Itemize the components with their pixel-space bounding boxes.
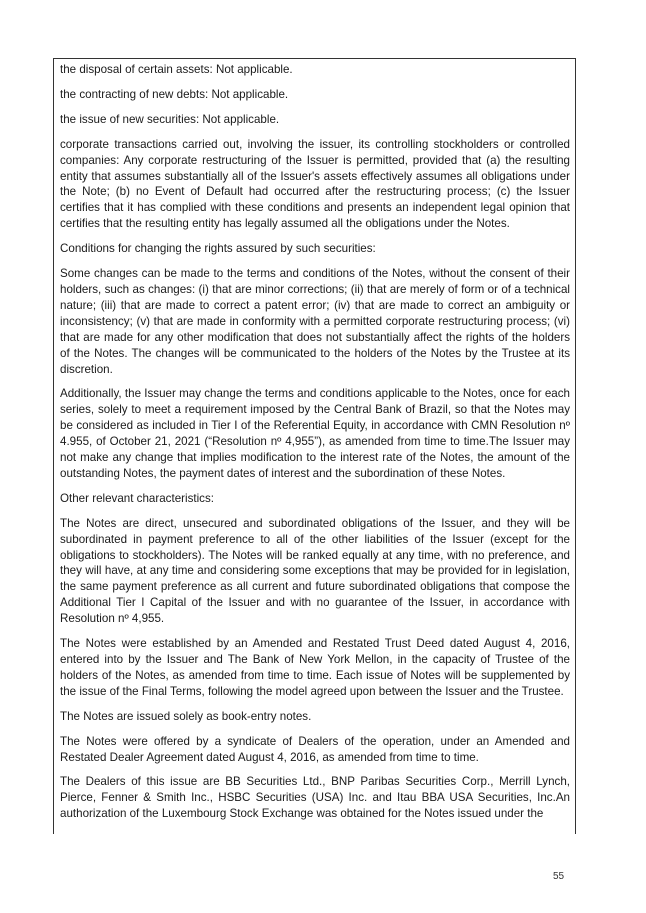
paragraph-conditions-heading: Conditions for changing the rights assured by such securities:: [60, 242, 376, 256]
text-frame: [53, 58, 576, 834]
paragraph-dealer-agreement: The Notes were offered by a syndicate of Dealers of the operation, under an Amended and Restated Dealer Agreement dated August 4, 2016, as amended from time to time.: [60, 734, 570, 764]
paragraph-subordinated-obligations: The Notes are direct, unsecured and subordinated obligations of the Issuer, and they will be subordinated in payment preference to all of the other liabilities of the Issuer (except for the obligations to stockholders). The Notes will be ranked equally at any time, with no preference, and they will have, at any time and considering some exceptions that may be provided for in legislation, the same payment preference as all current and future subordinated obligations that compose the Additional Tier I Capital of the Issuer and with no guarantee of the Issuer, in accordance with Resolution nº 4,955.: [60, 516, 570, 626]
paragraph-corporate-transactions: corporate transactions carried out, involving the issuer, its controlling stockholders or controlled companies: Any corporate restructuring of the Issuer is permitted, provided that (a) the resulting entity that assumes substantially all of the Issuer's assets effectively assumes all obligations under the Note; (b) no Event of Default had occurred after the restructuring process; (c) the Issuer certifies that it has complied with these conditions and presents an independent legal opinion that certifies that the resulting entity has legally assumed all the obligations under the Notes.: [60, 137, 570, 231]
paragraph-trust-deed: The Notes were established by an Amended and Restated Trust Deed dated August 4, 2016, entered into by the Issuer and The Bank of New York Mellon, in the capacity of Trustee of the holders of the Notes, as amended from time to time. Each issue of Notes will be supplemented by the issue of the Final Terms, following the model agreed upon between the Issuer and the Trustee.: [60, 637, 570, 698]
paragraph-contracting-new-debts: the contracting of new debts: Not applicable.: [60, 87, 289, 101]
paragraph-dealers-list: The Dealers of this issue are BB Securities Ltd., BNP Paribas Securities Corp., Merrill Lynch, Pierce, Fenner & Smith Inc., HSBC Securities (USA) Inc. and Itau BBA USA Securities, Inc.An authorization of the Luxembourg Stock Exchange was obtained for the Notes issued under the: [60, 775, 570, 821]
paragraph-other-characteristics-heading: Other relevant characteristics:: [60, 491, 214, 505]
paragraph-issue-new-securities: the issue of new securities: Not applicable.: [60, 112, 280, 126]
paragraph-book-entry: The Notes are issued solely as book-entry notes.: [60, 709, 312, 723]
paragraph-central-bank-changes: Additionally, the Issuer may change the terms and conditions applicable to the Notes, once for each series, solely to meet a requirement imposed by the Central Bank of Brazil, so that the Notes may be considered as included in Tier I of the Referential Equity, in accordance with CMN Resolution nº 4.955, of October 21, 2021 (“Resolution nº 4,955”), as amended from time to time.The Issuer may not make any change that implies modification to the interest rate of the Notes, the amount of the outstanding Notes, the payment dates of interest and the subordination of these Notes.: [60, 387, 570, 480]
paragraph-disposal-of-assets: the disposal of certain assets: Not applicable.: [60, 63, 293, 76]
page-number: 55: [553, 871, 565, 882]
paragraph-changes-without-consent: Some changes can be made to the terms and conditions of the Notes, without the consent of their holders, such as changes: (i) that are minor corrections; (ii) that are merely of form or of a technical nature; (iii) that are made to correct a patent error; (iv) that are made to correct an ambiguity or inconsistency; (v) that are made in conformity with a permitted corporate restructuring process; (vi) that are made for any other modification that does not substantially affect the rights of the holders of the Notes. The changes will be communicated to the holders of the Notes by the Trustee at its discretion.: [60, 267, 570, 376]
